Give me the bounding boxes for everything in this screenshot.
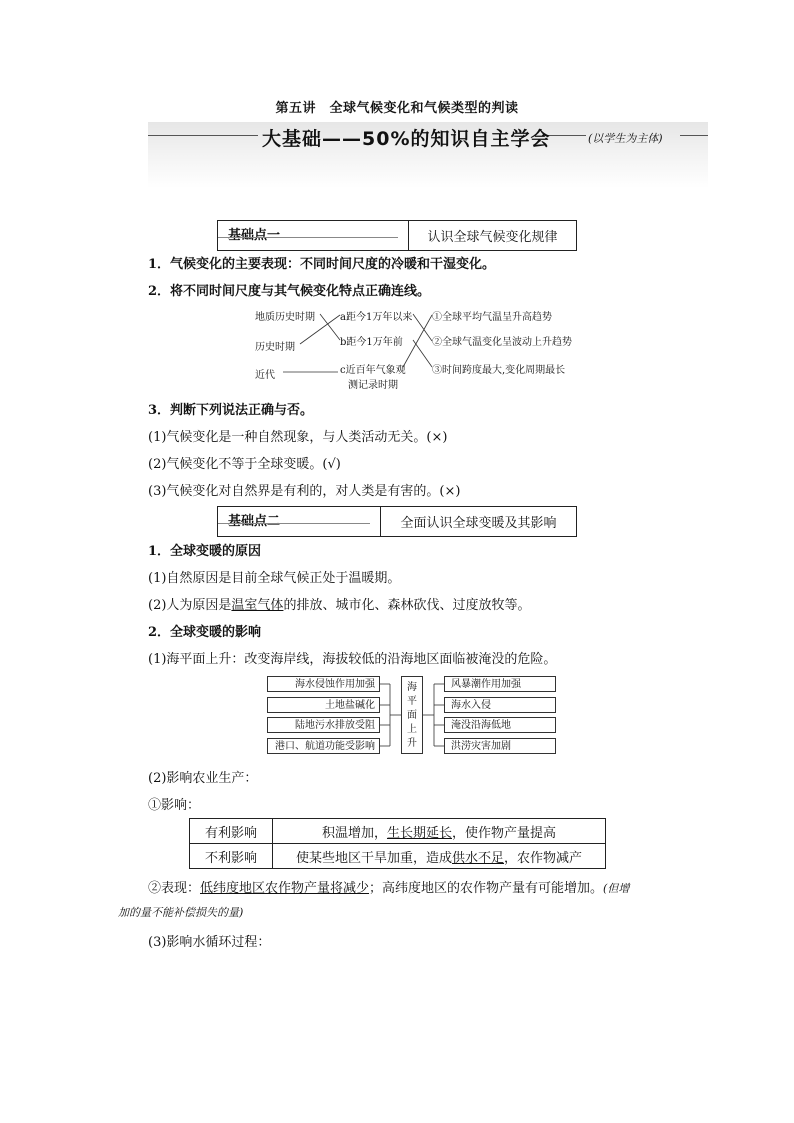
sea-right-1: 风暴潮作用加强 [444, 676, 556, 692]
s1-item1: 1．气候变化的主要表现：不同时间尺度的冷暖和干湿变化。 [148, 257, 496, 272]
sea-center-char-4: 上 [407, 724, 417, 735]
section1-label: 基础点一 [228, 228, 281, 243]
diag-mid-c2: 测记录时期 [348, 380, 398, 391]
table-row [190, 844, 606, 869]
sea-center-char-3: 面 [407, 710, 417, 721]
s2-agri-perf-note2: 加的量不能补偿损失的量) [118, 906, 244, 919]
judgment-2: (2)气候变化不等于全球变暖。(√) [148, 457, 341, 472]
s1-item3: 3．判断下列说法正确与否。 [148, 403, 314, 418]
agri-desc-2-u: 供水不足 [451, 850, 504, 866]
s2-agri-perf [148, 877, 629, 896]
sea-left-2: 土地盐碱化 [267, 697, 380, 713]
sea-right-2: 海水入侵 [444, 697, 556, 713]
s2-water-title: (3)影响水循环过程： [148, 935, 271, 950]
sea-left-3: 陆地污水排放受阻 [267, 717, 380, 733]
diag-mid-c1: c近百年气象观 [340, 365, 406, 376]
s2-cause-title: 1．全球变暖的原因 [148, 544, 262, 559]
agri-type-1: 有利影响 [190, 819, 273, 844]
s2-sea-level: (1)海平面上升：改变海岸线，海拔较低的沿海地区面临被淹没的危险。 [148, 652, 557, 667]
agri-desc-1 [273, 819, 606, 844]
s2-effect-title: 2．全球变暖的影响 [148, 625, 262, 640]
agri-desc-1-pre: 积温增加， [321, 825, 387, 841]
agri-desc-2-post: ，农作物减产 [504, 850, 583, 866]
sea-right-3: 淹没沿海低地 [444, 717, 556, 733]
diag-left-3: 近代 [255, 370, 275, 381]
sea-center-char-2: 平 [407, 696, 417, 707]
sea-left-4: 港口、航道功能受影响 [267, 738, 380, 754]
sea-center-char-5: 升 [407, 738, 417, 749]
diag-right-3: ③时间跨度最大,变化周期最长 [432, 365, 566, 376]
agri-desc-1-post: ，使作物产量提高 [452, 825, 557, 841]
diag-mid-a: a距今1万年以来 [340, 312, 413, 323]
cause2-pre: (2)人为原因是 [148, 598, 232, 613]
s2-agri-sub: ①影响： [148, 798, 201, 813]
banner-note: (以学生为主体) [588, 132, 663, 145]
sea-center-char-1: 海 [407, 682, 417, 693]
agri-perf-note1: (但增 [603, 882, 630, 895]
page-title: 第五讲 全球气候变化和气候类型的判读 [275, 101, 519, 116]
agri-perf-post: ；高纬度地区的农作物产量有可能增加。 [369, 881, 604, 896]
cause2-underlined: 温室气体 [231, 598, 284, 613]
agri-desc-1-u: 生长期延长 [386, 825, 452, 841]
agri-perf-underlined: 低纬度地区农作物产量将减少 [200, 881, 370, 896]
judgment-1: (1)气候变化是一种自然现象，与人类活动无关。(×) [148, 430, 448, 445]
sea-right-4: 洪涝灾害加剧 [444, 738, 556, 754]
s2-agri-title: (2)影响农业生产： [148, 771, 258, 786]
table-row [190, 819, 606, 844]
section2-heading: 全面认识全球变暖及其影响 [400, 516, 557, 531]
s1-item2: 2．将不同时间尺度与其气候变化特点正确连线。 [148, 284, 431, 299]
agri-desc-2-pre: 使某些地区干旱加重，造成 [295, 850, 452, 866]
section1-heading: 认识全球气候变化规律 [427, 230, 558, 245]
diag-right-1: ①全球平均气温呈升高趋势 [432, 312, 552, 323]
sea-left-1: 海水侵蚀作用加强 [267, 676, 380, 692]
section2-label: 基础点二 [228, 514, 281, 529]
banner-title: 大基础——50%的知识自主学会 [262, 128, 551, 150]
agri-perf-label: ②表现： [148, 881, 201, 896]
judgment-3: (3)气候变化对自然界是有利的，对人类是有害的。(×) [148, 484, 461, 499]
diag-left-1: 地质历史时期 [255, 312, 315, 323]
diag-right-2: ②全球气温变化呈波动上升趋势 [432, 337, 572, 348]
agri-table [189, 818, 606, 869]
s2-cause1: (1)自然原因是目前全球气候正处于温暖期。 [148, 571, 401, 586]
agri-type-2: 不利影响 [190, 844, 273, 869]
diag-mid-b: b距今1万年前 [340, 337, 403, 348]
diag-left-2: 历史时期 [255, 342, 295, 353]
cause2-post: 的排放、城市化、森林砍伐、过度放牧等。 [283, 598, 531, 613]
agri-desc-2 [273, 844, 606, 869]
